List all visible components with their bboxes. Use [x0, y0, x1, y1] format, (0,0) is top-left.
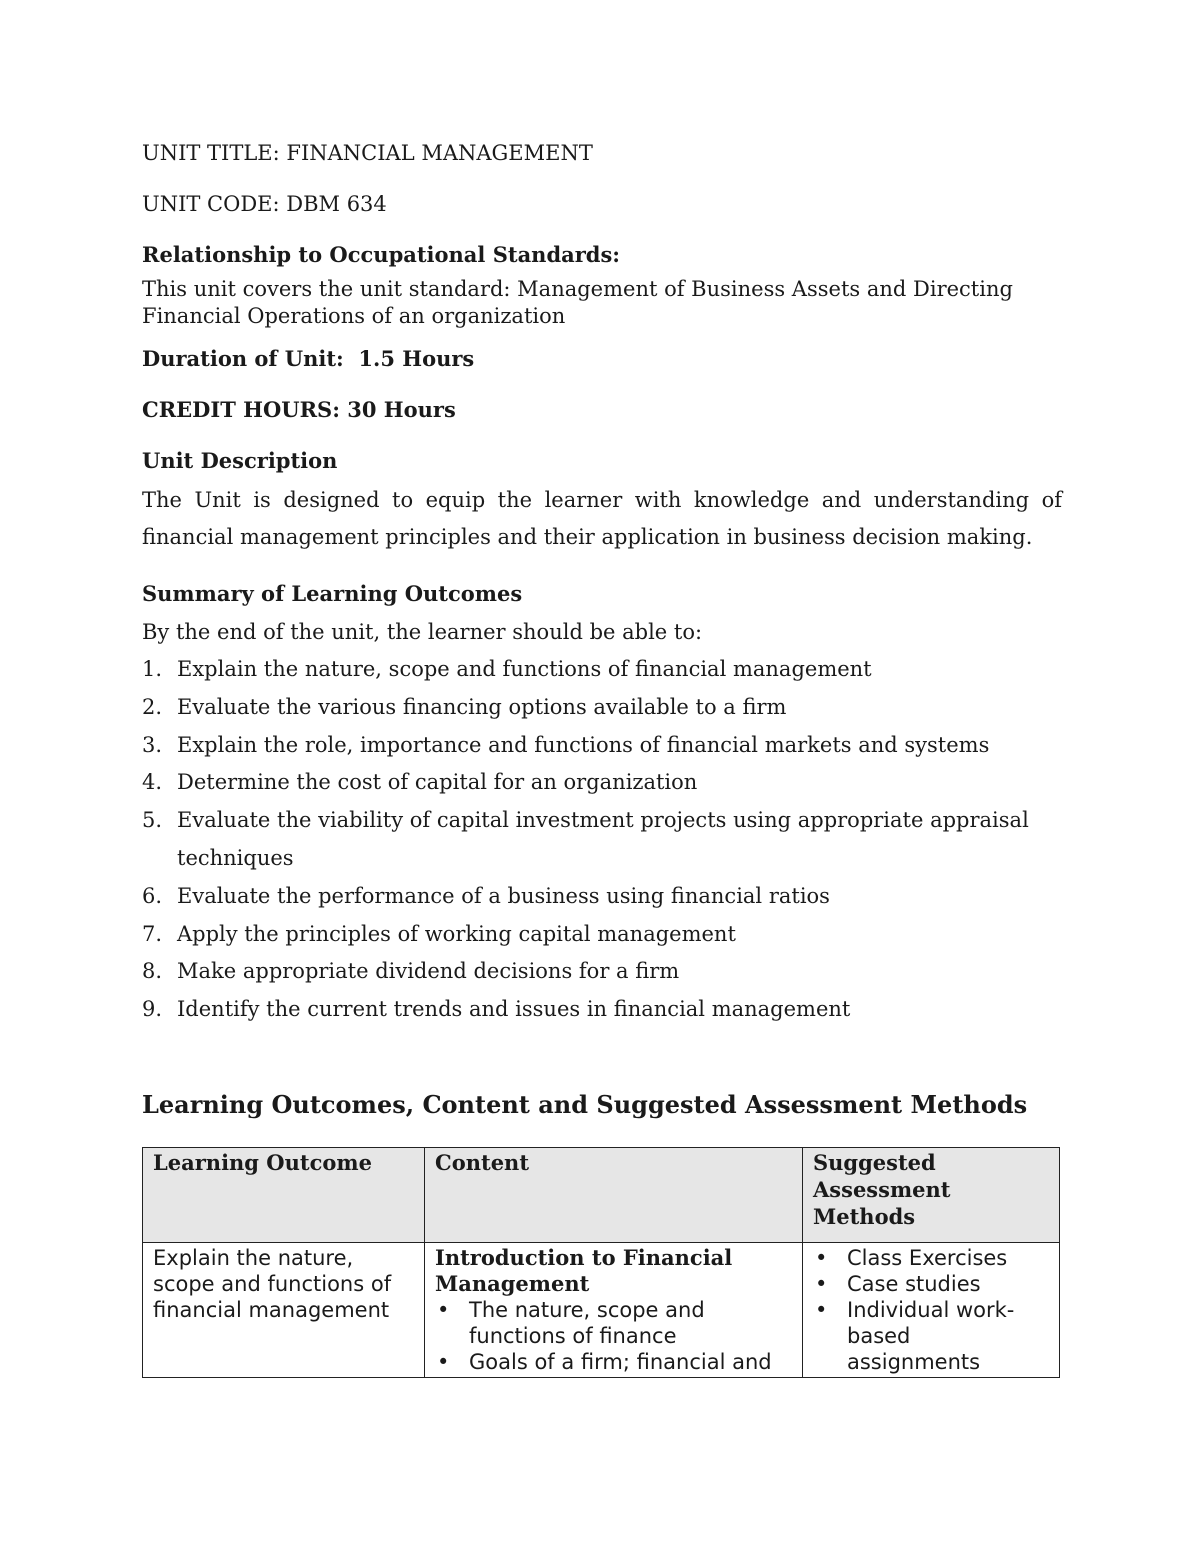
bullet-icon: • — [815, 1271, 828, 1296]
unit-description-body: The Unit is designed to equip the learner with knowledge and understanding of financial management principles and their application in business decision making. — [142, 488, 1062, 549]
content-heading: Introduction to Financial Management — [435, 1244, 733, 1296]
list-text: Apply the principles of working capital management — [177, 921, 736, 946]
list-text: Make appropriate dividend decisions for a firm — [177, 959, 680, 984]
methods-bullet-list — [813, 1245, 1049, 1375]
relationship-line-1: This unit covers the unit standard: Management of Business Assets and Directing — [142, 277, 1013, 301]
list-number: 6. — [142, 883, 163, 908]
list-text: Explain the role, importance and functions of financial markets and systems — [177, 732, 990, 757]
learning-outcomes-list — [142, 651, 1062, 1029]
list-item — [142, 878, 1062, 916]
relationship-heading: Relationship to Occupational Standards: — [142, 242, 621, 267]
content-bullet-list — [435, 1297, 792, 1375]
list-text: Evaluate the performance of a business using financial ratios — [177, 883, 830, 908]
header-assessment-methods: Suggested Assessment Methods — [803, 1147, 1060, 1242]
duration-of-unit: Duration of Unit: 1.5 Hours — [142, 346, 475, 371]
unit-title: UNIT TITLE: FINANCIAL MANAGEMENT — [142, 141, 593, 165]
list-item — [142, 916, 1062, 954]
list-item — [142, 651, 1062, 689]
list-text: The nature, scope and functions of finance — [469, 1297, 705, 1348]
list-item — [142, 689, 1062, 727]
list-item — [813, 1297, 1049, 1375]
list-number: 7. — [142, 921, 163, 946]
list-text: Case studies — [847, 1271, 981, 1296]
list-item — [813, 1271, 1049, 1297]
list-item — [142, 991, 1062, 1029]
cell-content — [425, 1242, 803, 1377]
summary-intro: By the end of the unit, the learner should be able to: — [142, 620, 703, 644]
list-text: Goals of a firm; financial and — [469, 1349, 772, 1374]
assessment-table — [142, 1147, 1060, 1378]
list-text: Evaluate the viability of capital investment projects using appropriate appraisal techniques — [177, 808, 1029, 870]
summary-heading: Summary of Learning Outcomes — [142, 581, 523, 606]
list-number: 8. — [142, 959, 163, 984]
list-number: 2. — [142, 694, 163, 719]
table-row — [143, 1242, 1060, 1377]
unit-code: UNIT CODE: DBM 634 — [142, 192, 387, 216]
assessment-section-heading: Learning Outcomes, Content and Suggested Assessment Methods — [142, 1089, 1028, 1119]
list-item — [813, 1245, 1049, 1271]
relationship-line-2: Financial Operations of an organization — [142, 304, 566, 328]
table-header-row — [143, 1147, 1060, 1242]
document-page — [142, 138, 1062, 1378]
list-item — [435, 1349, 792, 1375]
credit-hours: CREDIT HOURS: 30 Hours — [142, 397, 456, 422]
bullet-icon: • — [815, 1245, 828, 1270]
list-item — [142, 953, 1062, 991]
header-learning-outcome: Learning Outcome — [143, 1147, 425, 1242]
list-text: Identify the current trends and issues in financial management — [177, 997, 851, 1022]
cell-learning-outcome: Explain the nature, scope and functions of financial management — [143, 1242, 425, 1377]
bullet-icon: • — [815, 1297, 828, 1322]
list-number: 3. — [142, 732, 163, 757]
list-item — [142, 802, 1062, 878]
cell-assessment-methods — [803, 1242, 1060, 1377]
list-text: Individual work-based assignments — [847, 1297, 1015, 1374]
list-item — [435, 1297, 792, 1349]
list-text: Evaluate the various financing options available to a firm — [177, 694, 787, 719]
list-number: 9. — [142, 997, 163, 1022]
list-text: Determine the cost of capital for an organization — [177, 770, 698, 795]
bullet-icon: • — [437, 1349, 450, 1374]
list-number: 1. — [142, 657, 163, 681]
list-item — [142, 764, 1062, 802]
list-number: 5. — [142, 808, 163, 833]
list-text: Explain the nature, scope and functions of financial management — [177, 657, 872, 681]
bullet-icon: • — [437, 1297, 450, 1322]
header-content: Content — [425, 1147, 803, 1242]
unit-description-heading: Unit Description — [142, 448, 338, 473]
list-number: 4. — [142, 770, 163, 795]
relationship-body — [142, 276, 1062, 330]
list-text: Class Exercises — [847, 1245, 1008, 1270]
list-item — [142, 727, 1062, 765]
